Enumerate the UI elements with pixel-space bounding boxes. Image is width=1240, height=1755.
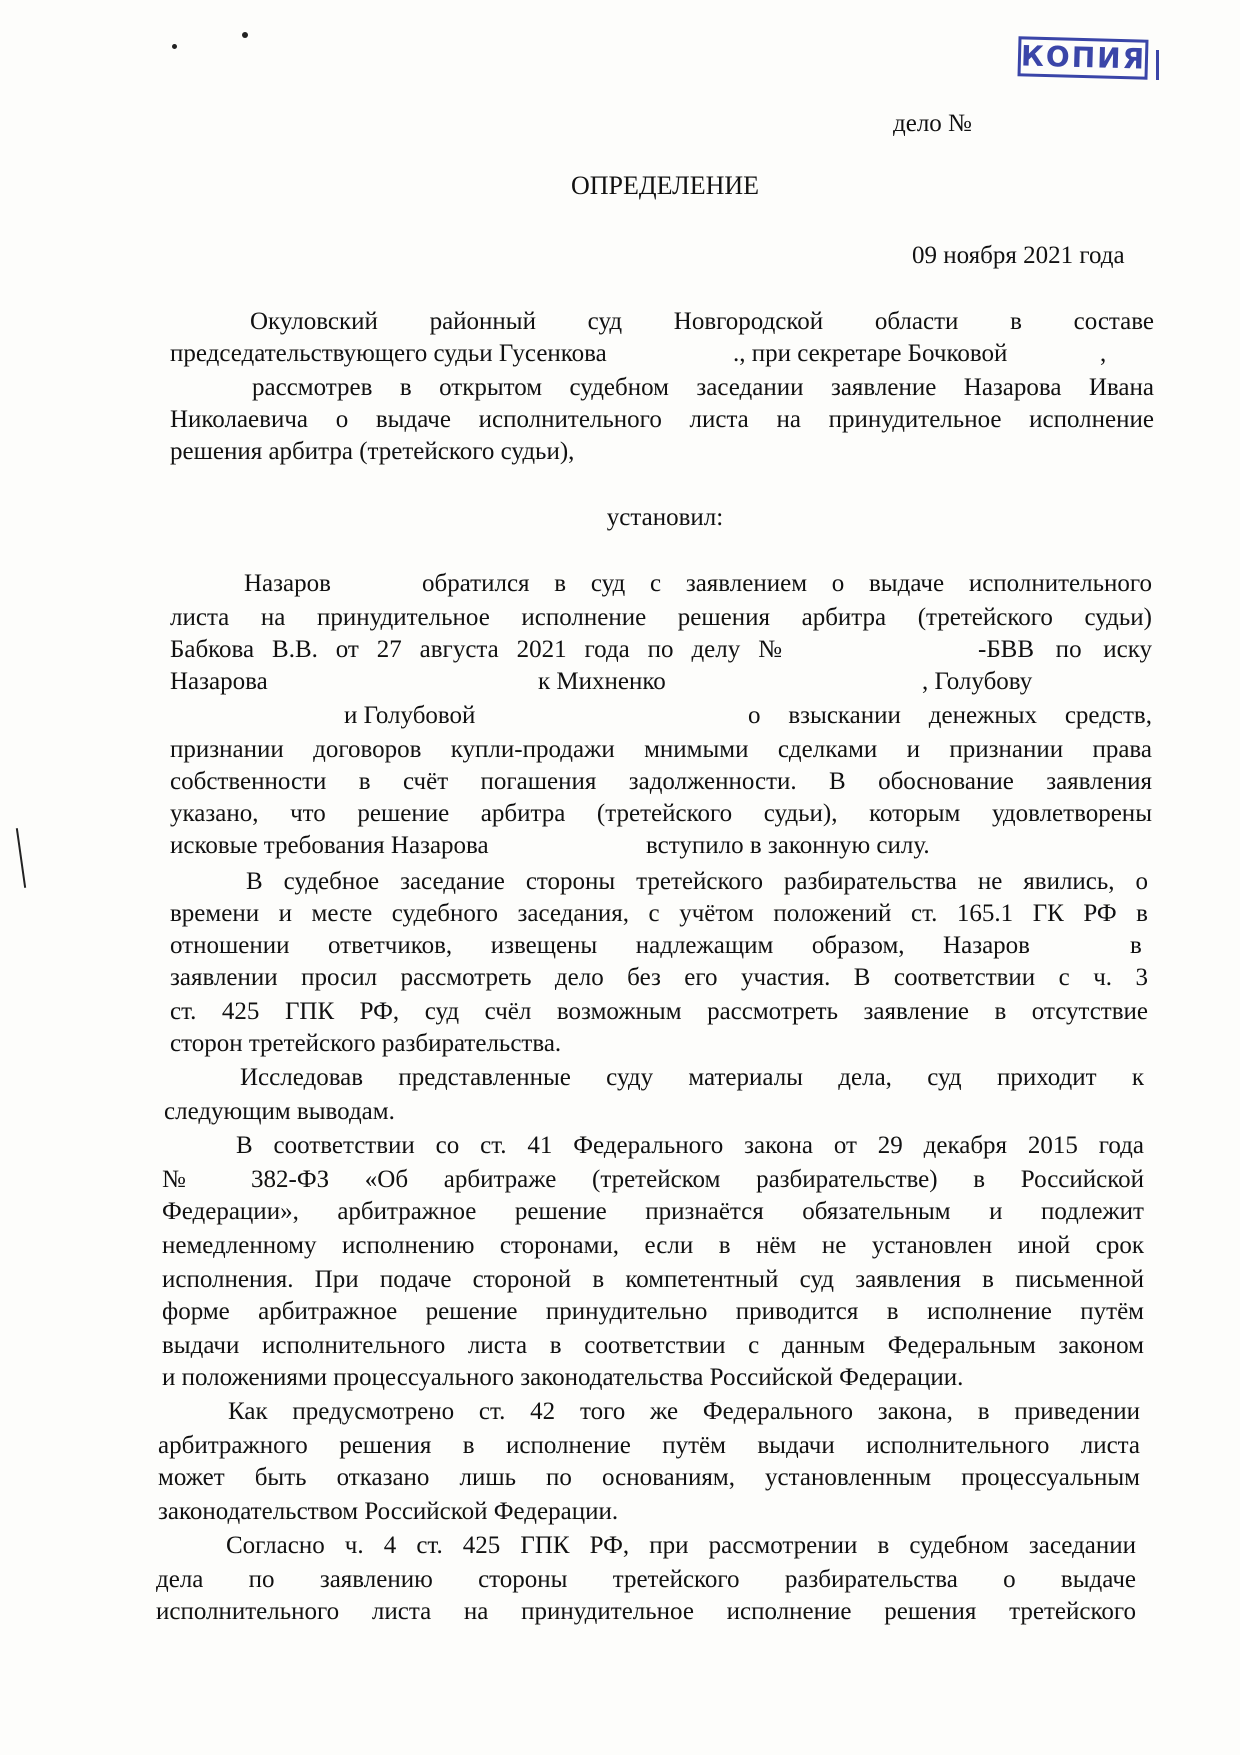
p5-line-2: арбитражного решения в исполнение путём выдачи исполнительного листа	[158, 1432, 1140, 1459]
p6-line-2: дела по заявлению стороны третейского разбирательства о выдаче	[156, 1566, 1136, 1593]
case-number: дело №	[893, 110, 972, 137]
p1-line-9a: исковые требования Назарова	[170, 832, 489, 859]
p1-line-3a: Бабкова В.В. от 27 августа 2021 года по делу №	[170, 636, 782, 663]
p3-line-2: следующим выводам.	[164, 1098, 395, 1125]
stamp-tick	[1156, 50, 1159, 80]
intro-line-2c: ,	[1100, 340, 1107, 367]
p4-line-6: форме арбитражное решение принудительно приводится в исполнение путём	[162, 1298, 1144, 1325]
p1-line-1b: обратился в суд с заявлением о выдаче исполнительного	[422, 570, 1152, 597]
intro-line-2a: председательствующего судьи Гусенкова	[170, 340, 607, 367]
p1-line-7: собственности в счёт погашения задолженности. В обоснование заявления	[170, 768, 1152, 795]
p1-line-9b: вступило в законную силу.	[646, 832, 930, 859]
p1-line-5b: о взыскании денежных средств,	[748, 702, 1152, 729]
copy-stamp: КОПИЯ	[1017, 36, 1148, 79]
p1-line-3b: -БВВ по иску	[978, 636, 1152, 663]
document-date: 09 ноября 2021 года	[912, 242, 1125, 269]
p2-line-3b: в	[1130, 932, 1142, 959]
p1-line-4a: Назарова	[170, 668, 268, 695]
p4-line-3: Федерации», арбитражное решение признаётся обязательным и подлежит	[162, 1198, 1144, 1225]
intro-line-1: Окуловский районный суд Новгородской области в составе	[250, 308, 1154, 335]
intro-line-5: решения арбитра (третейского судьи),	[170, 438, 575, 465]
p5-line-3: может быть отказано лишь по основаниям, установленным процессуальным	[158, 1464, 1140, 1491]
p4-line-5: исполнения. При подаче стороной в компетентный суд заявления в письменной	[162, 1266, 1144, 1293]
p4-line-7: выдачи исполнительного листа в соответствии с данным Федеральным законом	[162, 1332, 1144, 1359]
p2-line-5: ст. 425 ГПК РФ, суд счёл возможным рассмотреть заявление в отсутствие	[170, 998, 1148, 1025]
p4-line-4: немедленному исполнению сторонами, если в нём не установлен иной срок	[162, 1232, 1144, 1259]
p1-line-4b: к Михненко	[538, 668, 666, 695]
intro-line-4: Николаевича о выдаче исполнительного листа на принудительное исполнение	[170, 406, 1154, 433]
p2-line-1: В судебное заседание стороны третейского разбирательства не явились, о	[246, 868, 1148, 895]
p2-line-6: сторон третейского разбирательства.	[170, 1030, 562, 1057]
p1-line-6: признании договоров купли-продажи мнимыми сделками и признании права	[170, 736, 1152, 763]
p6-line-1: Согласно ч. 4 ст. 425 ГПК РФ, при рассмотрении в судебном заседании	[226, 1532, 1136, 1559]
p1-line-1a: Назаров	[244, 570, 331, 597]
p4-line-1: В соответствии со ст. 41 Федерального закона от 29 декабря 2015 года	[236, 1132, 1144, 1159]
p5-line-1: Как предусмотрено ст. 42 того же Федерального закона, в приведении	[228, 1398, 1140, 1425]
p2-line-4: заявлении просил рассмотреть дело без его участия. В соответствии с ч. 3	[170, 964, 1148, 991]
scan-speck	[242, 32, 248, 38]
p2-line-2: времени и месте судебного заседания, с учётом положений ст. 165.1 ГК РФ в	[170, 900, 1148, 927]
p2-line-3a: отношении ответчиков, извещены надлежащим образом, Назаров	[170, 932, 1030, 959]
p1-line-5a: и Голубовой	[344, 702, 476, 729]
p1-line-8: указано, что решение арбитра (третейского судьи), которым удовлетворены	[170, 800, 1152, 827]
intro-line-3: рассмотрев в открытом судебном заседании заявление Назарова Ивана	[252, 374, 1154, 401]
p1-line-2: листа на принудительное исполнение решения арбитра (третейского судьи)	[170, 604, 1152, 631]
intro-line-2b: ., при секретаре Бочковой	[733, 340, 1008, 367]
p3-line-1: Исследовав представленные суду материалы дела, суд приходит к	[240, 1064, 1144, 1091]
document-title: ОПРЕДЕЛЕНИЕ	[570, 171, 760, 200]
p6-line-3: исполнительного листа на принудительное исполнение решения третейского	[156, 1598, 1136, 1625]
p4-line-8: и положениями процессуального законодательства Российской Федерации.	[162, 1364, 964, 1391]
scan-speck	[172, 44, 177, 49]
p4-line-2: № 382-ФЗ «Об арбитраже (третейском разбирательстве) в Российской	[162, 1166, 1144, 1193]
p5-line-4: законодательством Российской Федерации.	[158, 1498, 619, 1525]
p1-line-4c: , Голубову	[922, 668, 1033, 695]
margin-mark	[16, 828, 26, 888]
section-heading: установил:	[606, 504, 724, 531]
